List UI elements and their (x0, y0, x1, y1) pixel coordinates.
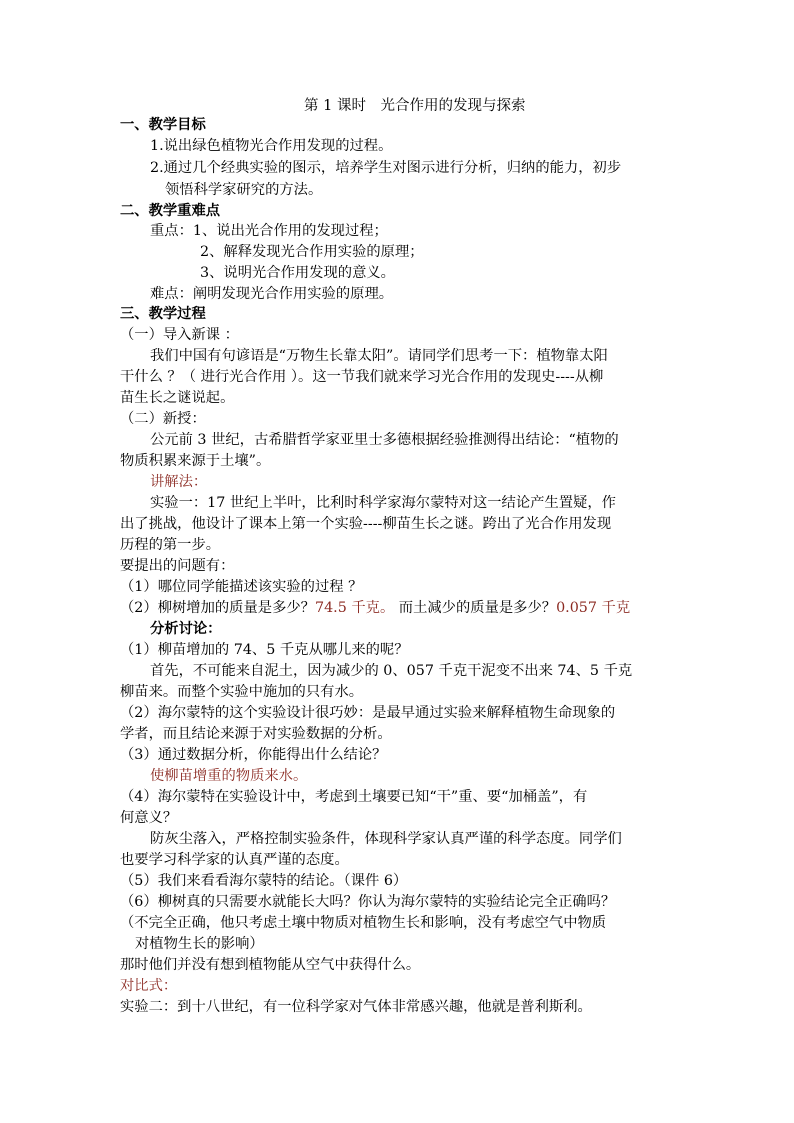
discussion-4-answer-line-1: 防灰尘落入，严格控制实验条件，体现科学家认真严谨的科学态度。同学们 (150, 831, 622, 847)
question-1: （1）哪位同学能描述该实验的过程 ？ (120, 579, 363, 595)
page-title: 第 1 课时 光合作用的发现与探索 (304, 98, 526, 114)
key-point-3: 3、说明光合作用发现的意义。 (200, 265, 395, 281)
method-lecture: 讲解法： (150, 474, 208, 490)
question-2-answer-2: 0.057 千克 (556, 600, 631, 616)
key-point-1: 重点：1、说出光合作用的发现过程； (150, 223, 388, 239)
intro-heading: （一）导入新课 ： (120, 327, 239, 343)
intro-paragraph-line-1: 我们中国有句谚语是“万物生长靠太阳”。请同学们思考一下：植物靠太阳 (150, 348, 608, 364)
experiment-1-line-3: 历程的第一步。 (120, 537, 221, 553)
question-2-part-a: （2）柳树增加的质量是多少？ (120, 600, 315, 616)
objective-item-2-line-1: 2.通过几个经典实验的图示，培养学生对图示进行分析，归纳的能力，初步 (150, 160, 622, 176)
intro-paragraph-line-2: 干什么 ？（ 进行光合作用 ）。这一节我们就来学习光合作用的发现史----从柳 (120, 369, 604, 385)
discussion-5: （5）我们来看看海尔蒙特的结论。（课件 6） (120, 873, 408, 889)
objective-item-2-line-2: 领悟科学家研究的方法。 (165, 182, 323, 198)
discussion-3: （3）通过数据分析，你能得出什么结论？ (120, 747, 387, 763)
discussion-heading: 分析讨论： (150, 621, 222, 637)
discussion-1-answer-line-2: 柳苗来。而整个实验中施加的只有水。 (120, 684, 364, 700)
discussion-2-line-2: 学者，而且结论来源于对实验数据的分析。 (120, 726, 392, 742)
discussion-1-answer-line-1: 首先，不可能来自泥土，因为减少的 0、057 千克干泥变不出来 74、5 千克 (150, 663, 633, 679)
objective-item-1: 1.说出绿色植物光合作用发现的过程。 (150, 138, 393, 154)
questions-intro: 要提出的问题有： (120, 558, 235, 574)
new-lesson-line-1: 公元前 3 世纪，古希腊哲学家亚里士多德根据经验推测得出结论：“植物的 (150, 432, 619, 448)
section-heading-process: 三、教学过程 (120, 306, 206, 322)
discussion-4-answer-line-2: 也要学习科学家的认真严谨的态度。 (120, 852, 349, 868)
discussion-1: （1）柳苗增加的 74、5 千克从哪儿来的呢？ (120, 642, 409, 658)
difficulty-point: 难点：阐明发现光合作用实验的原理。 (150, 286, 394, 302)
discussion-6: （6）柳树真的只需要水就能长大吗？你认为海尔蒙特的实验结论完全正确吗？ (120, 894, 616, 910)
discussion-3-answer: 使柳苗增重的物质来水。 (150, 768, 308, 784)
new-lesson-heading: （二）新授： (120, 411, 206, 427)
question-2-answer-1: 74.5 千克。 (314, 600, 395, 616)
section-heading-objectives: 一、教学目标 (120, 117, 206, 133)
discussion-2-line-1: （2）海尔蒙特的这个实验设计很巧妙：是最早通过实验来解释植物生命现象的 (120, 705, 616, 721)
experiment-1-line-2: 出了挑战，他设计了课本上第一个实验----柳苗生长之谜。跨出了光合作用发现 (120, 516, 612, 532)
question-2-part-b: 而土减少的质量是多少？ (394, 600, 557, 616)
discussion-6-answer-line-1: （不完全正确，他只考虑土壤中物质对植物生长和影响，没有考虑空气中物质 (120, 915, 607, 931)
discussion-4-line-2: 何意义？ (120, 810, 178, 826)
discussion-4-line-1: （4）海尔蒙特在实验设计中，考虑到土壤要已知“干”重、要“加桶盖”，有 (120, 789, 588, 805)
method-comparison: 对比式： (120, 978, 178, 994)
experiment-1-line-1: 实验一：17 世纪上半叶，比利时科学家海尔蒙特对这一结论产生置疑，作 (150, 495, 616, 511)
discussion-7: 那时他们并没有想到植物能从空气中获得什么。 (120, 957, 421, 973)
section-heading-key-points: 二、教学重难点 (120, 203, 221, 219)
key-point-2: 2、解释发现光合作用实验的原理； (200, 244, 424, 260)
discussion-6-answer-line-2: 对植物生长的影响） (135, 936, 264, 952)
experiment-2: 实验二：到十八世纪，有一位科学家对气体非常感兴趣，他就是普利斯利。 (120, 999, 592, 1015)
intro-paragraph-line-3: 苗生长之谜说起。 (120, 390, 235, 406)
new-lesson-line-2: 物质积累来源于土壤”。 (120, 453, 271, 469)
question-2 (120, 600, 630, 617)
